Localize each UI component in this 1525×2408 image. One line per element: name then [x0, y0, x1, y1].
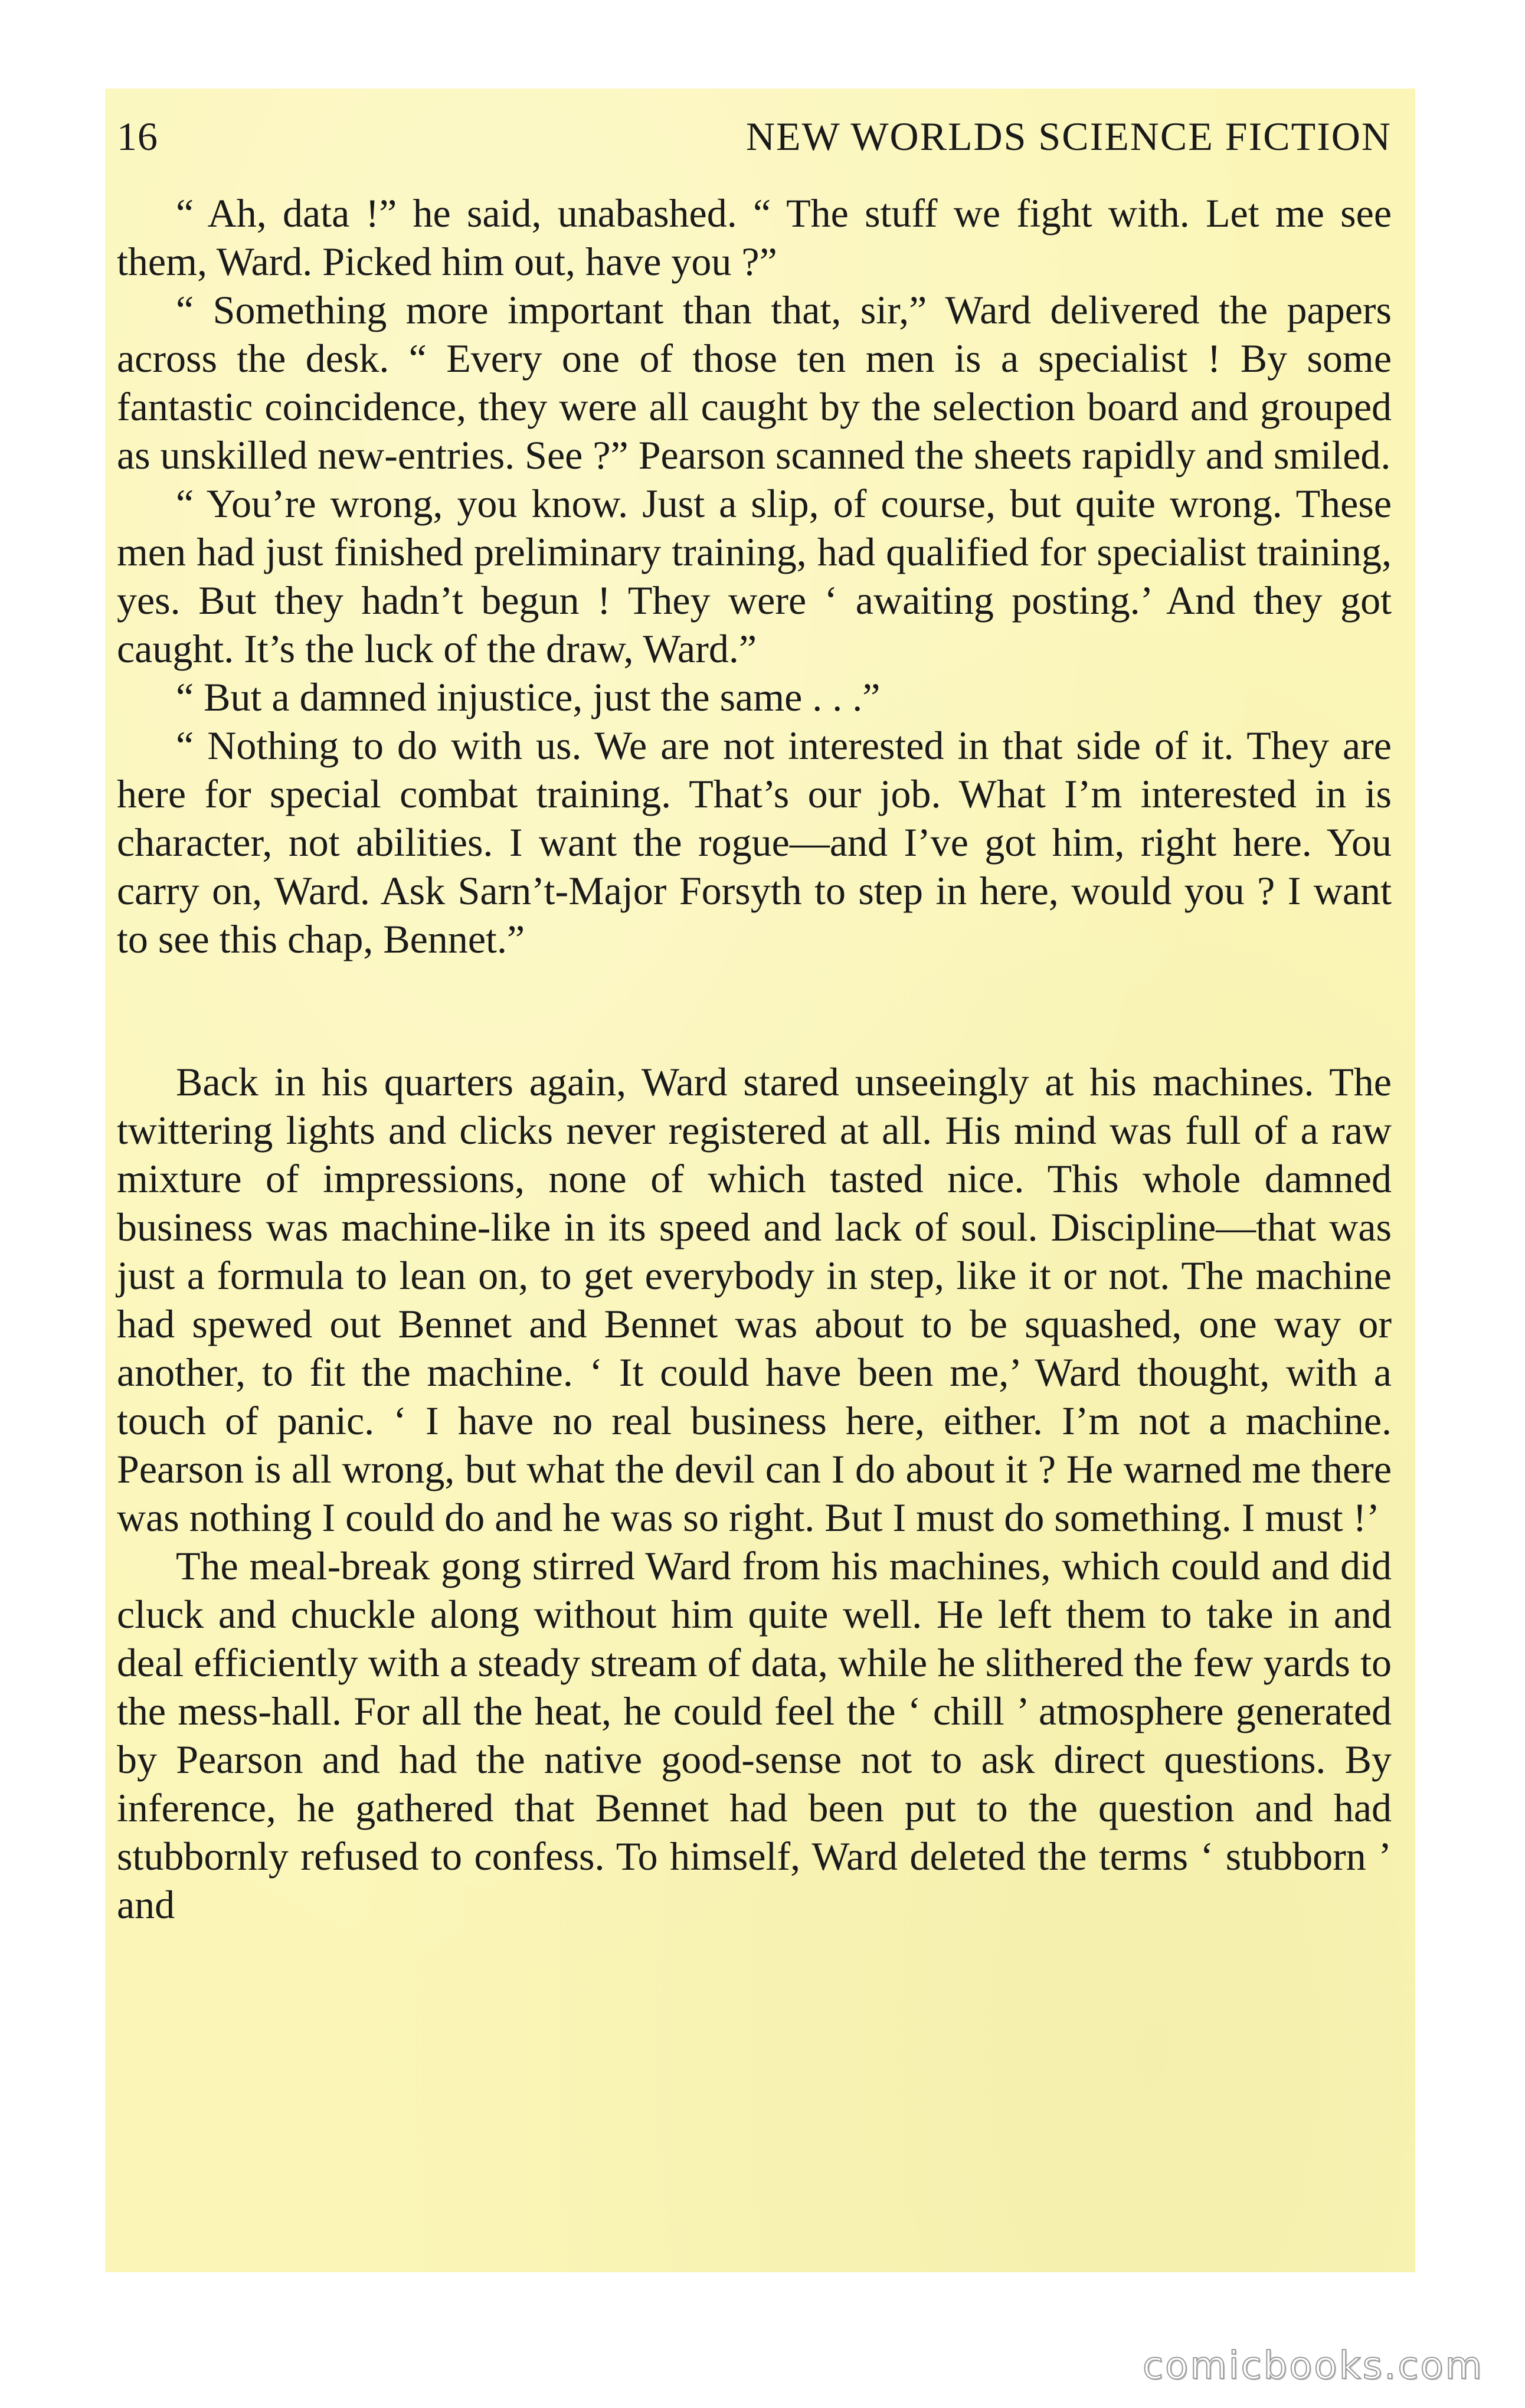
book-page: [105, 89, 1415, 2272]
paragraph: “ Nothing to do with us. We are not interested in that side of it. They are here for special combat training. That’s our job. What I’m interested in is character, not abilities. I want the rogue—and I’ve got him, right here. You carry on, Ward. Ask Sarn’t-Major Forsyth to step in here, would you ? I want to see this chap, Bennet.”: [117, 723, 1392, 961]
paragraph: “ But a damned injustice, just the same . . .”: [176, 675, 881, 719]
paragraph: “ You’re wrong, you know. Just a slip, of course, but quite wrong. These men had just finished preliminary training, had qualified for specialist training, yes. But they hadn’t begun ! They were ‘ awaiting posting.’ And they got caught. It’s the luck of the draw, Ward.”: [117, 481, 1392, 671]
running-head: [117, 110, 1392, 163]
paragraph: Back in his quarters again, Ward stared unseeingly at his machines. The twittering lights and clicks never registered at all. His mind was full of a raw mixture of impressions, none of which tasted nice. This whole damned business was machine-like in its speed and lack of soul. Discipline—that was just a formula to lean on, to get everybody in step, like it or not. The machine had spewed out Bennet and Bennet was about to be squashed, one way or another, to fit the machine. ‘ It could have been me,’ Ward thought, with a touch of panic. ‘ I have no real business here, either. I’m not a machine. Pearson is all wrong, but what the devil can I do about it ? He warned me there was nothing I could do and he was so right. But I must do something. I must !’: [117, 1059, 1392, 1540]
paragraph: The meal-break gong stirred Ward from his machines, which could and did cluck and chuckle along without him quite well. He left them to take in and deal efficiently with a steady stream of data, while he slithered the few yards to the mess-hall. For all the heat, he could feel the ‘ chill ’ atmosphere generated by Pearson and had the native good-sense not to ask direct questions. By inference, he gathered that Bennet had been put to the question and had stubbornly refused to confess. To himself, Ward deleted the terms ‘ stubborn ’ and: [117, 1543, 1392, 1927]
section-break: [117, 963, 1392, 1058]
journal-title: NEW WORLDS SCIENCE FICTION: [745, 114, 1392, 159]
body-text: [117, 189, 1392, 1929]
paragraph: “ Something more important than that, sir,” Ward delivered the papers across the desk. “ Every one of those ten men is a specialist ! By some fantastic coincidence, they were all caught by the selection board and grouped as unskilled new-entries. See ?” Pearson scanned the sheets rapidly and smiled.: [117, 287, 1392, 477]
watermark-logo: comicbooks.com: [1142, 2344, 1484, 2388]
page-number: 16: [117, 114, 158, 159]
paragraph: “ Ah, data !” he said, unabashed. “ The stuff we fight with. Let me see them, Ward. Picked him out, have you ?”: [117, 191, 1392, 284]
